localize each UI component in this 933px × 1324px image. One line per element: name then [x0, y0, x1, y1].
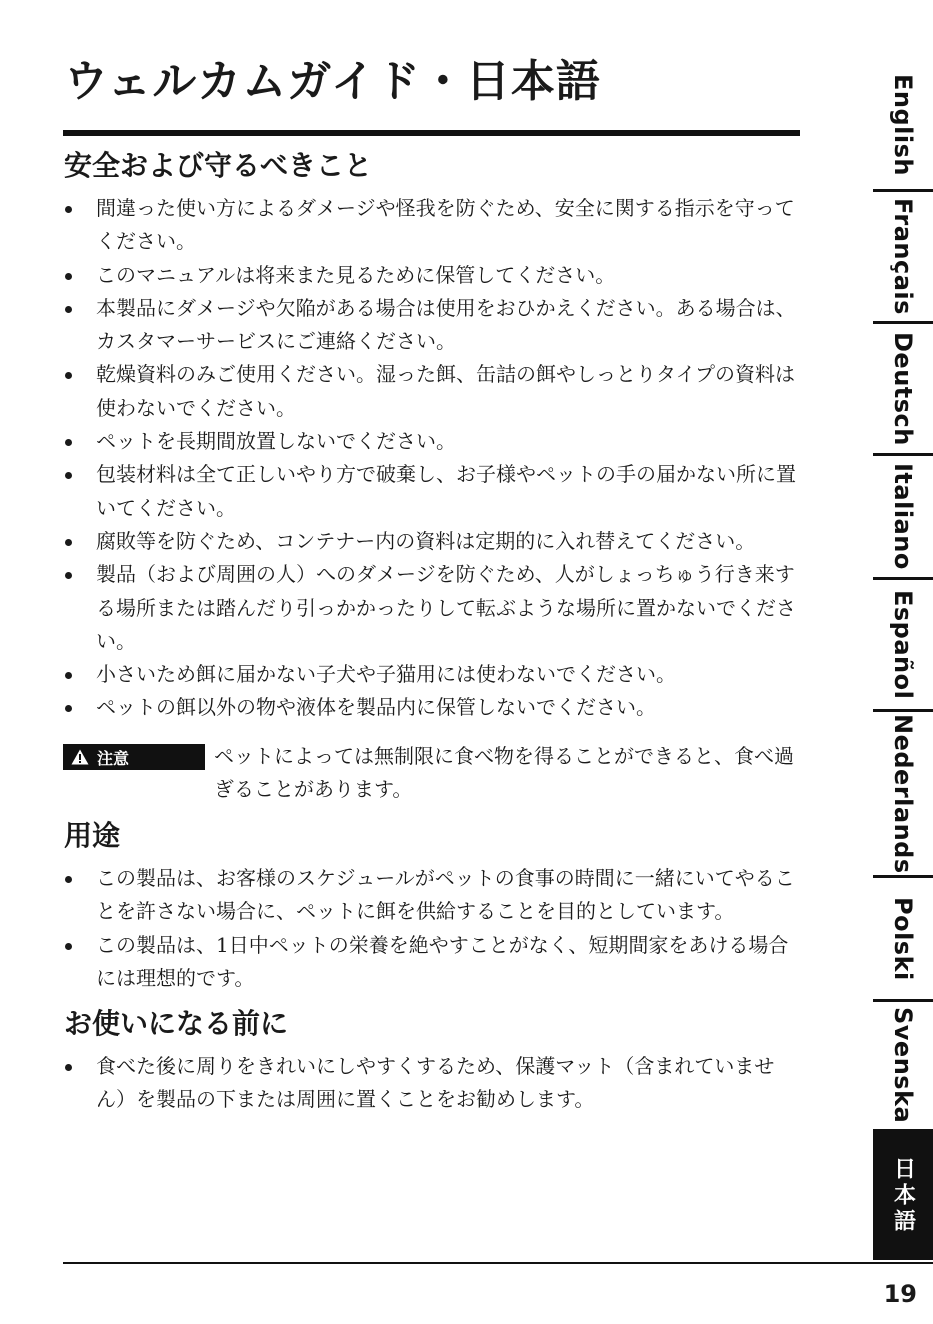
tab-label: Nederlands — [889, 713, 917, 874]
tab-espanol[interactable] — [873, 580, 933, 712]
usage-item-1: この製品は、お客様のスケジュールがペットの食事の時間に一緒にいてやることを許さない場合に、ペットに餌を供給することを目的としています。 — [64, 862, 804, 929]
safety-item-6: 包装材料は全て正しいやり方で破棄し、お子様やペットの手の届かない所に置いてください。 — [64, 458, 804, 525]
tab-label: 日本語 — [890, 1157, 916, 1235]
usage-item-2: この製品は、1日中ペットの栄養を絶やすことがなく、短期間家をあける場合には理想的です。 — [64, 929, 804, 996]
page-title: ウェルカムガイド・日本語 — [64, 56, 601, 107]
title-divider — [63, 130, 800, 136]
warning-triangle-icon — [71, 749, 89, 765]
tab-francais[interactable] — [873, 192, 933, 324]
tab-nederlands[interactable] — [873, 712, 933, 878]
tab-label: Deutsch — [889, 331, 917, 446]
usage-list — [64, 862, 804, 995]
caution-badge — [63, 744, 205, 770]
safety-item-8: 製品（および周囲の人）へのダメージを防ぐため、人がしょっちゅう行き来する場所または踏んだり引っかかったりして転ぶような場所に置かないでください。 — [64, 558, 804, 658]
safety-item-3: 本製品にダメージや欠陥がある場合は使用をおひかえください。ある場合は、カスタマーサービスにご連絡ください。 — [64, 292, 804, 359]
tab-label: Italiano — [889, 463, 917, 570]
before-use-heading: お使いになる前に — [64, 1007, 289, 1040]
safety-item-7: 腐敗等を防ぐため、コンテナー内の資料は定期的に入れ替えてください。 — [64, 525, 804, 558]
footer-divider — [63, 1262, 933, 1264]
tab-label: English — [889, 73, 917, 176]
safety-heading: 安全および守るべきこと — [64, 149, 373, 182]
page-number: 19 — [883, 1280, 917, 1308]
tab-italiano[interactable] — [873, 456, 933, 580]
tab-label: Français — [889, 198, 917, 315]
safety-item-5: ペットを長期間放置しないでください。 — [64, 425, 804, 458]
tab-label: Español — [889, 589, 917, 700]
usage-heading: 用途 — [64, 819, 121, 852]
safety-item-1: 間違った使い方によるダメージや怪我を防ぐため、安全に関する指示を守ってください。 — [64, 192, 804, 259]
tab-svenska[interactable] — [873, 1002, 933, 1132]
tab-english[interactable] — [873, 60, 933, 192]
safety-item-10: ペットの餌以外の物や液体を製品内に保管しないでください。 — [64, 691, 804, 724]
safety-item-4: 乾燥資料のみご使用ください。湿った餌、缶詰の餌やしっとりタイプの資料は使わないでください。 — [64, 358, 804, 425]
caution-text: ペットによっては無制限に食べ物を得ることができると、食べ過ぎることがあります。 — [214, 744, 794, 802]
tab-label: Svenska — [889, 1007, 917, 1124]
before-use-item-1: 食べた後に周りをきれいにしやすくするため、保護マット（含まれていません）を製品の下または周囲に置くことをお勧めします。 — [64, 1050, 804, 1117]
safety-list — [64, 192, 804, 725]
safety-item-9: 小さいため餌に届かない子犬や子猫用には使わないでください。 — [64, 658, 804, 691]
before-use-list — [64, 1050, 804, 1117]
tab-deutsch[interactable] — [873, 324, 933, 456]
tab-japanese[interactable] — [873, 1132, 933, 1260]
language-tabs — [873, 60, 933, 1260]
caution-label: 注意 — [97, 748, 130, 768]
safety-item-2: このマニュアルは将来また見るために保管してください。 — [64, 259, 804, 292]
tab-label: Polski — [889, 896, 917, 981]
tab-polski[interactable] — [873, 878, 933, 1002]
